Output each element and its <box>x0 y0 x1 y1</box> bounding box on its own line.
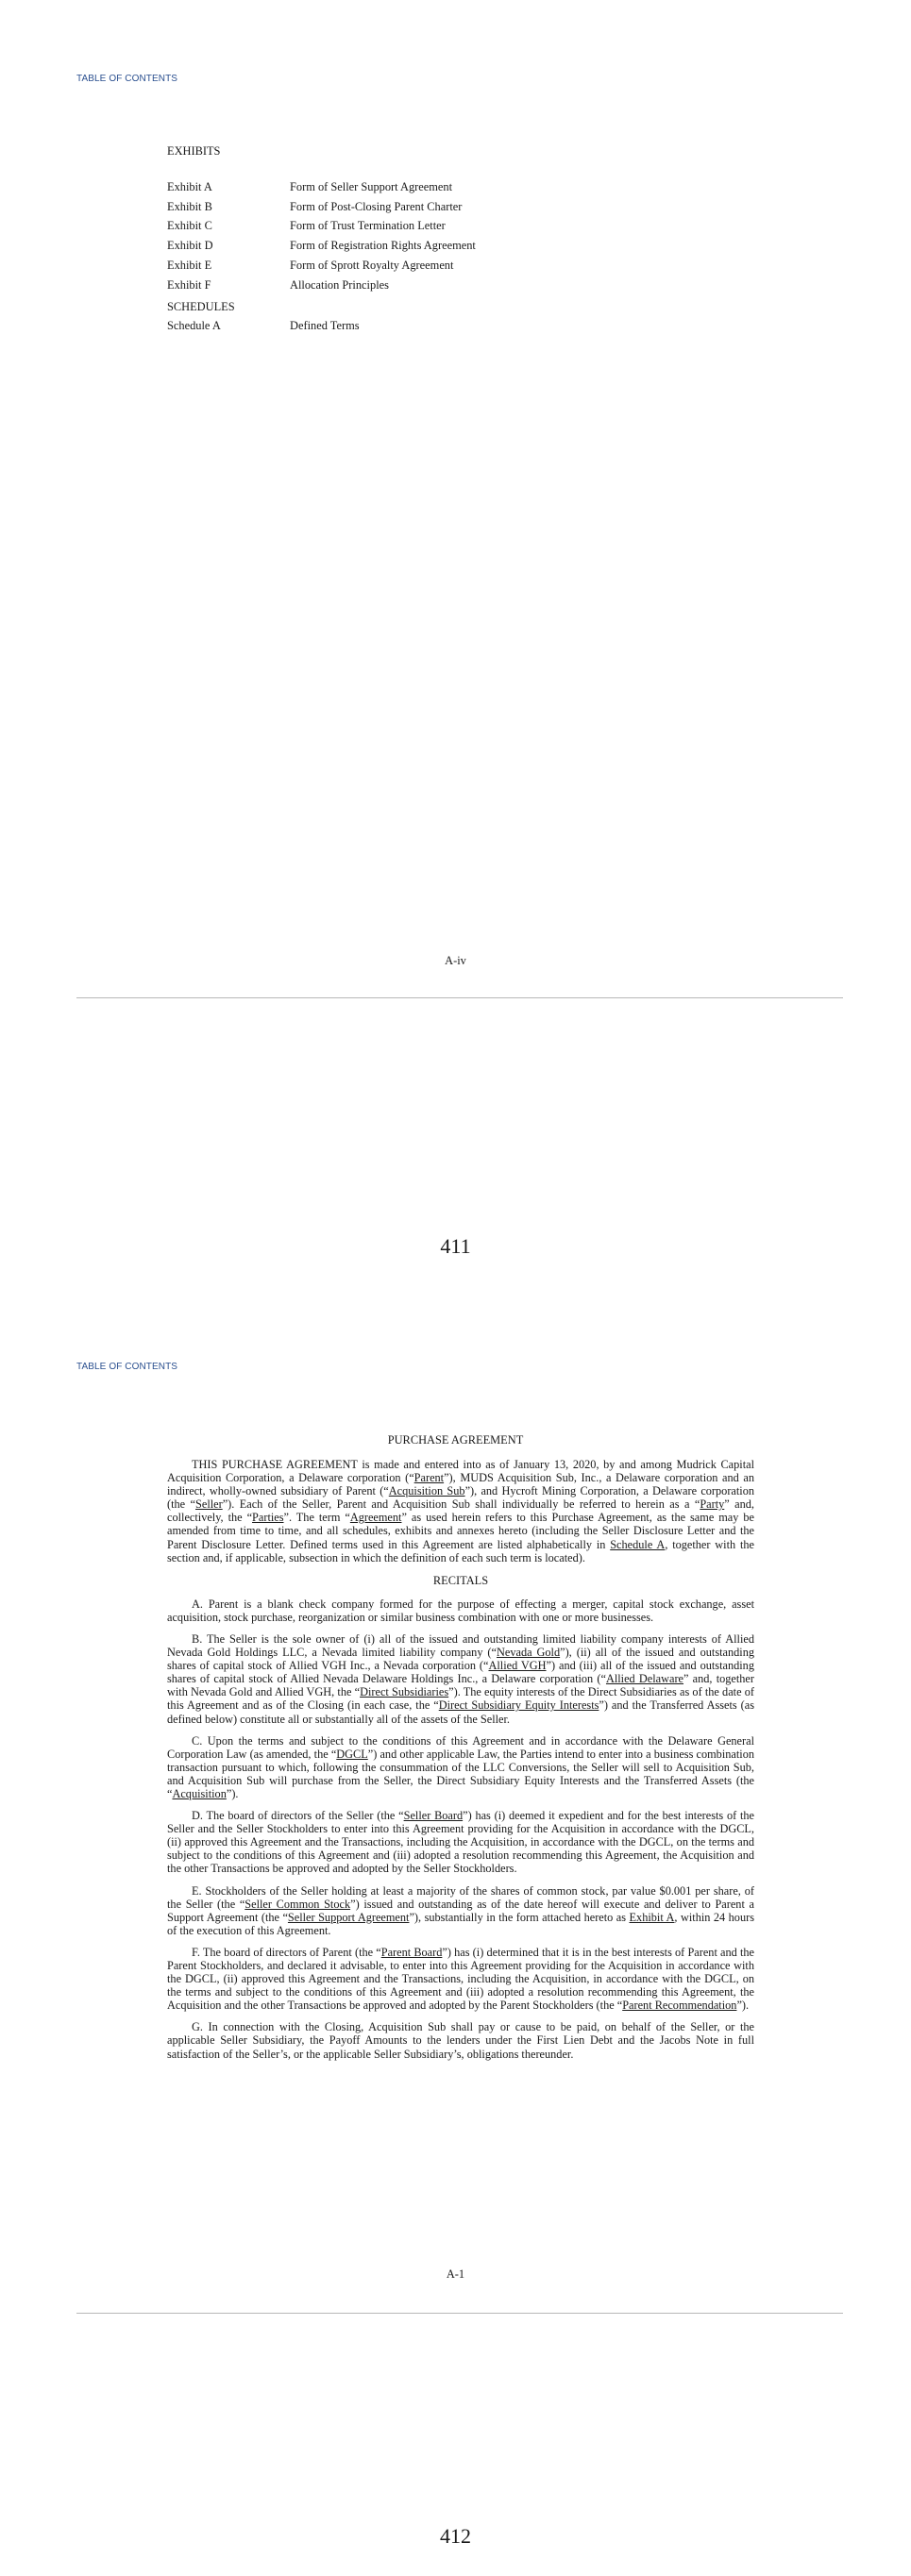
defined-term: Allied Delaware <box>605 1672 684 1686</box>
exhibit-title: Form of Registration Rights Agreement <box>290 239 476 253</box>
page-number: 411 <box>440 1234 471 1258</box>
table-of-contents-link[interactable]: TABLE OF CONTENTS <box>76 74 178 84</box>
schedule-title: Defined Terms <box>290 318 360 332</box>
exhibit-id: Exhibit F <box>167 277 211 292</box>
recital-g: G. In connection with the Closing, Acquisition Sub shall pay or cause to be paid, on behalf of the Seller, or the applicable Seller Subsidiary, the Payoff Amounts to the lenders under the First Lien Debt and the Jacobs Note in full satisfaction of the Seller’s, or the applicable Seller Subsidiary’s, obligations thereunder. <box>167 2020 754 2061</box>
defined-term: Seller Board <box>403 1809 464 1823</box>
agreement-title: PURCHASE AGREEMENT <box>387 1433 524 1447</box>
exhibit-title: Form of Sprott Royalty Agreement <box>290 259 454 273</box>
table-of-contents-link[interactable]: TABLE OF CONTENTS <box>76 1362 178 1372</box>
page-divider <box>76 2313 843 2314</box>
defined-term: Allied VGH <box>488 1659 547 1673</box>
exhibit-id: Exhibit E <box>167 259 212 273</box>
page-footer-label: A-iv <box>445 954 466 967</box>
defined-term: Direct Subsidiaries <box>360 1685 449 1699</box>
recital-f: F. The board of directors of Parent (the “Parent Board”) has (i) determined that it is in the best interests of Parent and the Parent Stockholders, and declared it advisable, to enter into this Agreement providing for the Acquisition in accordance with the DGCL, (ii) approved this Agreement and the Transactions, including the Acquisition, in accordance with the DGCL, on the terms and subject to the conditions of this Agreement and (iii) adopted a resolution recommending this Agreement, the Acquisition and the other Transactions be approved and adopted by the Parent Stockholders (the “Parent Recommendation”). <box>167 1945 754 2013</box>
exhibit-title: Form of Trust Termination Letter <box>290 219 446 233</box>
recital-d: D. The board of directors of the Seller (the “Seller Board”) has (i) deemed it expedient and for the best interests of the Seller and the Seller Stockholders to enter into this Agreement providing for the Acquisition in accordance with the DGCL, (ii) approved this Agreement and the Transactions, including the Acquisition, in accordance with the DGCL, on the terms and subject to the conditions of this Agreement and (iii) adopted a resolution recommending this Agreement, the Acquisition and the other Transactions be approved and adopted by the Seller Stockholders. <box>167 1809 755 1876</box>
exhibits-section <box>167 144 754 295</box>
defined-term: Acquisition Sub <box>388 1484 465 1498</box>
page-footer-label: A-1 <box>446 2267 465 2281</box>
page-number: 412 <box>440 2524 471 2548</box>
exhibits-heading: EXHIBITS <box>167 144 221 158</box>
defined-term: Seller Support Agreement <box>287 1910 410 1924</box>
exhibit-row <box>167 256 754 276</box>
exhibit-row <box>167 197 754 217</box>
exhibit-id: Exhibit C <box>167 219 212 233</box>
schedules-section <box>167 300 754 336</box>
defined-term: Seller <box>195 1497 223 1512</box>
defined-term: Direct Subsidiary Equity Interests <box>438 1698 599 1713</box>
schedules-heading: SCHEDULES <box>167 300 235 313</box>
defined-term: Seller Common Stock <box>245 1897 351 1911</box>
exhibit-id: Exhibit D <box>167 239 213 253</box>
exhibit-id: Exhibit B <box>167 199 212 213</box>
defined-term: Agreement <box>349 1511 402 1525</box>
defined-term: Nevada Gold <box>497 1646 561 1660</box>
exhibit-row <box>167 276 754 295</box>
defined-term: DGCL <box>336 1747 368 1761</box>
defined-term: Parent Board <box>380 1945 443 1959</box>
defined-term: Parent Recommendation <box>622 1999 737 2013</box>
recitals-heading: RECITALS <box>432 1573 489 1587</box>
exhibit-title: Form of Post-Closing Parent Charter <box>290 199 463 213</box>
exhibit-row <box>167 236 754 256</box>
exhibit-row <box>167 217 754 237</box>
exhibit-row <box>167 177 754 197</box>
recital-e: E. Stockholders of the Seller holding at least a majority of the shares of common stock, par value $0.001 per share, of the Seller (the “Seller Common Stock”) issued and outstanding as of the date hereof will execute and deliver to Parent a Support Agreement (the “Seller Support Agreement”), substantially in the form attached hereto as Exhibit A, within 24 hours of the execution of this Agreement. <box>167 1883 754 1937</box>
recital-a: A. Parent is a blank check company formed for the purpose of effecting a merger, capital stock exchange, asset acquisition, stock purchase, reorganization or similar business combination with one or more businesses. <box>167 1597 754 1624</box>
exhibit-title: Form of Seller Support Agreement <box>290 179 453 193</box>
page-divider <box>76 997 843 998</box>
exhibit-id: Exhibit A <box>167 179 212 193</box>
agreement-body <box>167 1458 754 2061</box>
intro-paragraph: THIS PURCHASE AGREEMENT is made and entered into as of January 13, 2020, by and among Mudrick Capital Acquisition Corporation, a Delaware corporation (“Parent”), MUDS Acquisition Sub, Inc., a Delaware corporation and an indirect, wholly-owned subsidiary of Parent (“Acquisition Sub”), and Hycroft Mining Corporation, a Delaware corporation (the “Seller”). Each of the Seller, Parent and Acquisition Sub shall individually be referred to herein as a “Party” and, collectively, the “Parties”. The term “Agreement” as used herein refers to this Purchase Agreement, as the same may be amended from time to time, and all schedules, exhibits and annexes hereto (including the Seller Disclosure Letter and the Parent Disclosure Letter. Defined terms used in this Agreement are listed alphabetically in Schedule A, together with the section and, if applicable, subsection in which the definition of each such term is located). <box>167 1458 754 1564</box>
defined-term: Parties <box>252 1511 284 1525</box>
exhibit-a-reference[interactable]: Exhibit A <box>629 1910 675 1924</box>
defined-term: Parent <box>413 1471 445 1485</box>
defined-term: Acquisition <box>172 1786 227 1800</box>
schedule-id: Schedule A <box>167 318 221 332</box>
exhibits-list <box>167 177 754 295</box>
schedule-a-reference[interactable]: Schedule A <box>610 1537 666 1551</box>
schedule-row <box>167 316 754 336</box>
recital-c: C. Upon the terms and subject to the conditions of this Agreement and in accordance with the Delaware General Corporation Law (as amended, the “DGCL”) and other applicable Law, the Parties intend to enter into a business combination transaction pursuant to which, following the consummation of the LLC Conversions, the Seller will sell to Acquisition Sub, and Acquisition Sub will purchase from the Seller, the Direct Subsidiary Equity Interests and the Transferred Assets (the “Acquisition”). <box>167 1733 754 1800</box>
defined-term: Party <box>700 1497 725 1512</box>
recital-b: B. The Seller is the sole owner of (i) all of the issued and outstanding limited liability company interests of Allied Nevada Gold Holdings LLC, a Nevada limited liability company (“Nevada Gold”), (ii) all of the issued and outstanding shares of capital stock of Allied VGH Inc., a Nevada corporation (“Allied VGH”) and (iii) all of the issued and outstanding shares of capital stock of Allied Nevada Delaware Holdings Inc., a Delaware corporation (“Allied Delaware” and, together with Nevada Gold and Allied VGH, the “Direct Subsidiaries”). The equity interests of the Direct Subsidiaries as of the date of this Agreement and as of the Closing (in each case, the “Direct Subsidiary Equity Interests”) and the Transferred Assets (as defined below) constitute all or substantially all of the assets of the Seller. <box>167 1631 755 1726</box>
exhibit-title: Allocation Principles <box>290 277 389 292</box>
